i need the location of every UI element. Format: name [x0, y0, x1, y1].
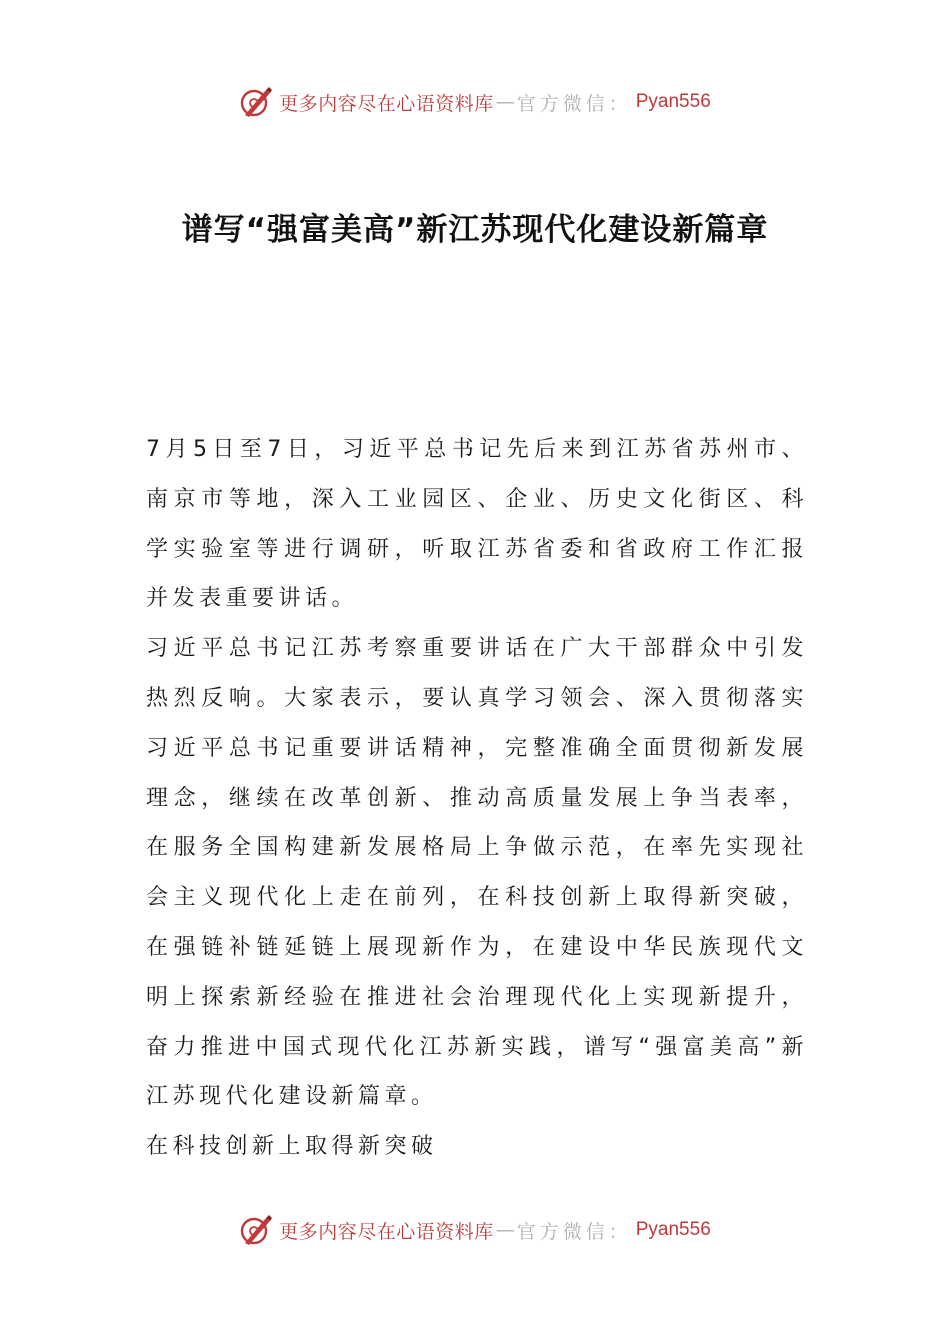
document-title: 谱写“强富美高”新江苏现代化建设新篇章 [181, 212, 769, 248]
pen-circle-logo-icon [239, 1213, 273, 1247]
banner-wechat-id: Pyan556 [635, 1219, 711, 1240]
banner-official-label: 官方微信： [516, 92, 632, 115]
pen-circle-logo-icon [239, 85, 273, 119]
footer-banner [0, 1210, 950, 1250]
banner-separator: — [495, 1219, 515, 1241]
banner-wechat-id: Pyan556 [635, 91, 711, 112]
paragraph: 7月5日至7日，习近平总书记先后来到江苏省苏州市、南京市等地，深入工业园区、企业、历史文化街区、科学实验室等进行调研，听取江苏省委和省政府工作汇报并发表重要讲话。 [146, 437, 808, 612]
banner-official-label: 官方微信： [516, 1220, 632, 1243]
banner-separator: — [495, 91, 515, 113]
paragraph: 习近平总书记江苏考察重要讲话在广大干部群众中引发热烈反响。大家表示，要认真学习领会、深入贯彻落实习近平总书记重要讲话精神，完整准确全面贯彻新发展理念，继续在改革创新、推动高质量发展上争当表率，在服务全国构建新发展格局上争做示范，在率先实现社会主义现代化上走在前列，在科技创新上取得新突破，在强链补链延链上展现新作为，在建设中华民族现代文明上探索新经验在推进社会治理现代化上实现新提升，奋力推进中国式现代化江苏新实践，谱写“强富美高”新江苏现代化建设新篇章。 [146, 636, 808, 1110]
banner-text: 更多内容尽在心语资料库 [279, 92, 494, 115]
banner-text: 更多内容尽在心语资料库 [279, 1220, 494, 1243]
header-banner [0, 82, 950, 122]
document-body [146, 425, 808, 1172]
section-heading: 在科技创新上取得新突破 [146, 1134, 438, 1160]
